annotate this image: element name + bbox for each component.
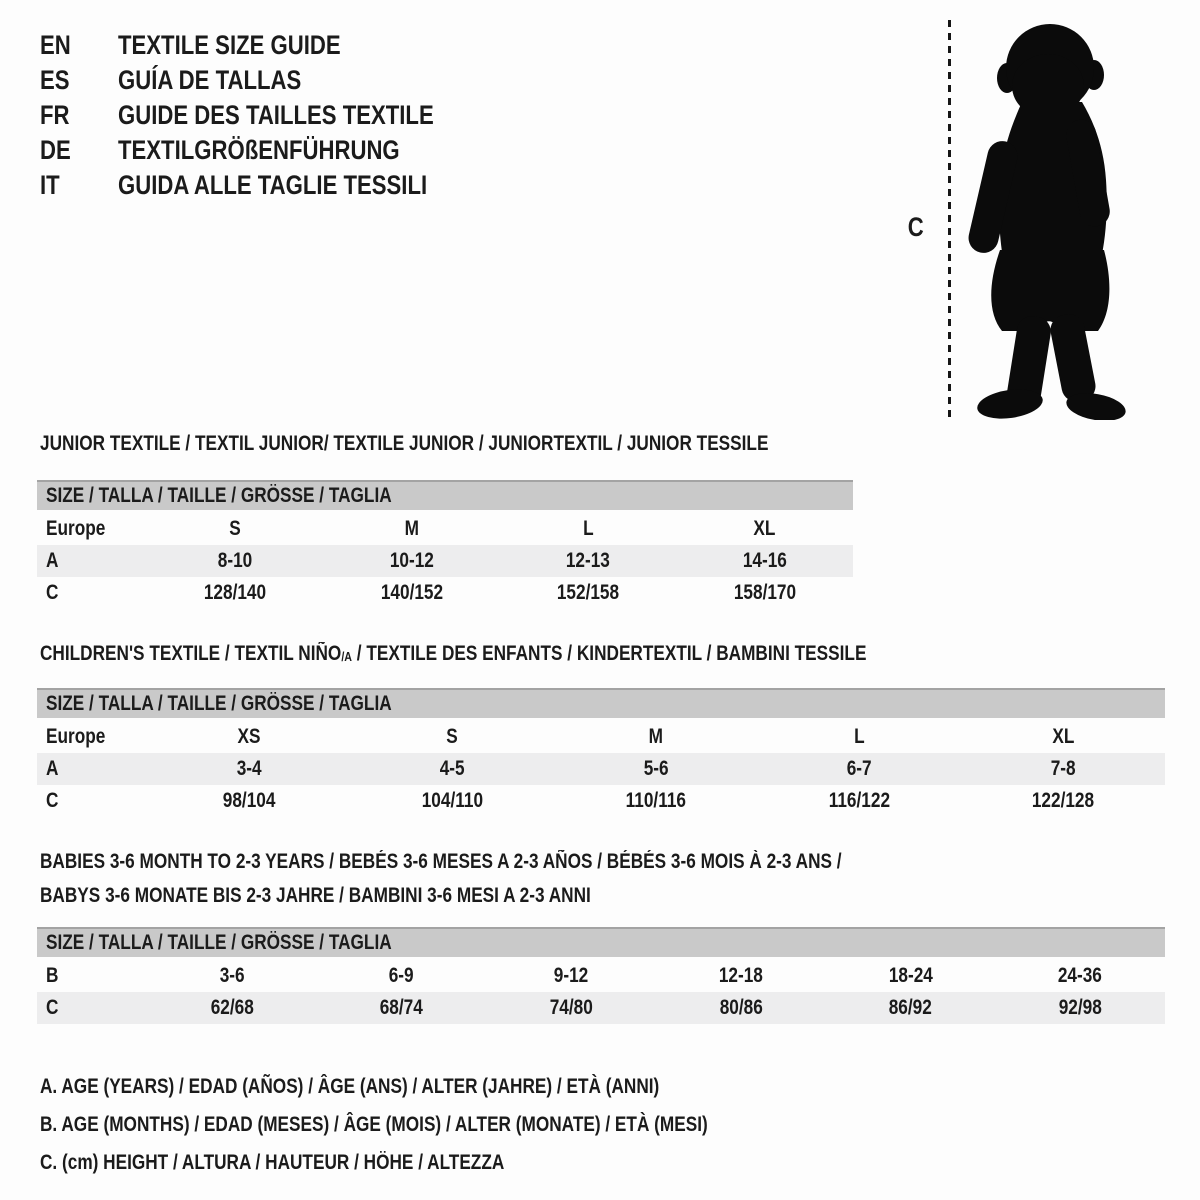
size-cell: 18-24	[888, 964, 933, 987]
measurement-legend	[40, 1068, 854, 1182]
size-cell: 9-12	[553, 964, 589, 987]
size-cell: 158/170	[733, 581, 796, 604]
language-row-en	[40, 28, 503, 63]
junior-size-table	[37, 480, 853, 609]
size-cell: 140/152	[380, 581, 443, 604]
size-header-bar	[37, 480, 853, 510]
babies-section-title: BABIES 3-6 MONTH TO 2-3 YEARS / BEBÉS 3-6 MESES A 2-3 AÑOS / BÉBÉS 3-6 MOIS À 2-3 ANS / BABYS 3-6 MONATE BIS 2-3 JAHRE / BAMBINI 3-6 MESI A 2-3 ANNI	[40, 850, 842, 907]
size-cell: 80/86	[719, 996, 763, 1019]
size-cell: 10-12	[389, 549, 434, 572]
size-cell: 116/122	[828, 789, 891, 812]
row-label: B	[46, 964, 59, 987]
size-cell: XL	[1052, 725, 1075, 748]
size-cell: 62/68	[210, 996, 254, 1019]
size-cell: L	[854, 725, 865, 748]
size-cell: 152/158	[557, 581, 620, 604]
size-cell: 3-6	[219, 964, 245, 987]
size-cell: 74/80	[549, 996, 593, 1019]
guide-title: TEXTILGRÖßENFÜHRUNG	[118, 135, 400, 165]
size-cell: M	[648, 725, 664, 748]
babies-size-table	[37, 927, 1165, 1024]
size-header-bar	[37, 688, 1165, 718]
guide-title: GUIDE DES TAILLES TEXTILE	[118, 100, 434, 130]
row-label: C	[46, 581, 59, 604]
row-label: A	[46, 757, 59, 780]
children-size-table	[37, 688, 1165, 817]
size-cell: XS	[237, 725, 261, 748]
size-cell: 24-36	[1058, 964, 1103, 987]
row-label: Europe	[46, 517, 106, 540]
size-cell: 5-6	[643, 757, 669, 780]
language-row-fr	[40, 98, 503, 133]
row-label: Europe	[46, 725, 106, 748]
size-cell: 12-18	[718, 964, 763, 987]
language-code: ES	[40, 65, 70, 95]
language-row-it	[40, 168, 503, 203]
language-code: EN	[40, 30, 71, 60]
size-cell: 128/140	[204, 581, 267, 604]
row-label: C	[46, 789, 59, 812]
table-row-age-years	[37, 545, 853, 577]
toddler-silhouette-icon	[960, 24, 1140, 420]
legend-line-c: C. (cm) HEIGHT / ALTURA / HAUTEUR / HÖHE / ALTEZZA	[40, 1151, 505, 1174]
size-cell: S	[446, 725, 459, 748]
size-cell: 122/128	[1032, 789, 1095, 812]
table-row-age-months	[37, 960, 1165, 992]
size-header-label: SIZE / TALLA / TAILLE / GRÖSSE / TAGLIA	[46, 692, 392, 715]
nino-a-subscript: /A	[341, 648, 353, 664]
size-cell: S	[229, 517, 241, 540]
table-row-europe	[37, 513, 853, 545]
children-section-title: CHILDREN'S TEXTILE / TEXTIL NIÑO/A / TEXTILE DES ENFANTS / KINDERTEXTIL / BAMBINI TESSILE	[40, 642, 867, 665]
table-row-height	[37, 577, 853, 609]
row-label: A	[46, 549, 59, 572]
height-measure-label: C	[907, 212, 924, 242]
size-cell: 6-7	[847, 757, 873, 780]
size-header-label: SIZE / TALLA / TAILLE / GRÖSSE / TAGLIA	[46, 484, 392, 507]
row-label: C	[46, 996, 59, 1019]
size-header-label: SIZE / TALLA / TAILLE / GRÖSSE / TAGLIA	[46, 931, 392, 954]
size-cell: 68/74	[379, 996, 424, 1019]
size-cell: 92/98	[1058, 996, 1102, 1019]
table-row-height	[37, 785, 1165, 817]
language-code: FR	[40, 100, 70, 130]
language-title-list	[40, 28, 503, 203]
legend-line-a: A. AGE (YEARS) / EDAD (AÑOS) / ÂGE (ANS) / ALTER (JAHRE) / ETÀ (ANNI)	[40, 1075, 660, 1098]
guide-title: TEXTILE SIZE GUIDE	[118, 30, 341, 60]
size-cell: L	[582, 517, 594, 540]
size-cell: 12-13	[566, 549, 611, 572]
language-row-es	[40, 63, 503, 98]
size-cell: 86/92	[888, 996, 933, 1019]
language-code: IT	[40, 170, 60, 200]
size-cell: M	[404, 517, 419, 540]
guide-title: GUÍA DE TALLAS	[118, 65, 302, 95]
size-header-bar	[37, 927, 1165, 957]
language-code: DE	[40, 135, 71, 165]
size-cell: 104/110	[421, 789, 484, 812]
size-cell: 14-16	[742, 549, 787, 572]
size-cell: XL	[753, 517, 776, 540]
guide-title: GUIDA ALLE TAGLIE TESSILI	[118, 170, 428, 200]
table-row-europe	[37, 721, 1165, 753]
size-cell: 6-9	[389, 964, 414, 987]
table-row-height	[37, 992, 1165, 1024]
language-row-de	[40, 133, 503, 168]
junior-section-title: JUNIOR TEXTILE / TEXTIL JUNIOR/ TEXTILE JUNIOR / JUNIORTEXTIL / JUNIOR TESSILE	[40, 432, 769, 455]
size-cell: 4-5	[439, 757, 465, 780]
size-cell: 98/104	[222, 789, 276, 812]
size-cell: 7-8	[1050, 757, 1076, 780]
size-cell: 8-10	[218, 549, 253, 572]
size-cell: 110/116	[625, 789, 687, 812]
size-cell: 3-4	[236, 757, 262, 780]
legend-line-b: B. AGE (MONTHS) / EDAD (MESES) / ÂGE (MOIS) / ALTER (MONATE) / ETÀ (MESI)	[40, 1113, 708, 1136]
table-row-age-years	[37, 753, 1165, 785]
height-measure-line	[948, 20, 951, 417]
